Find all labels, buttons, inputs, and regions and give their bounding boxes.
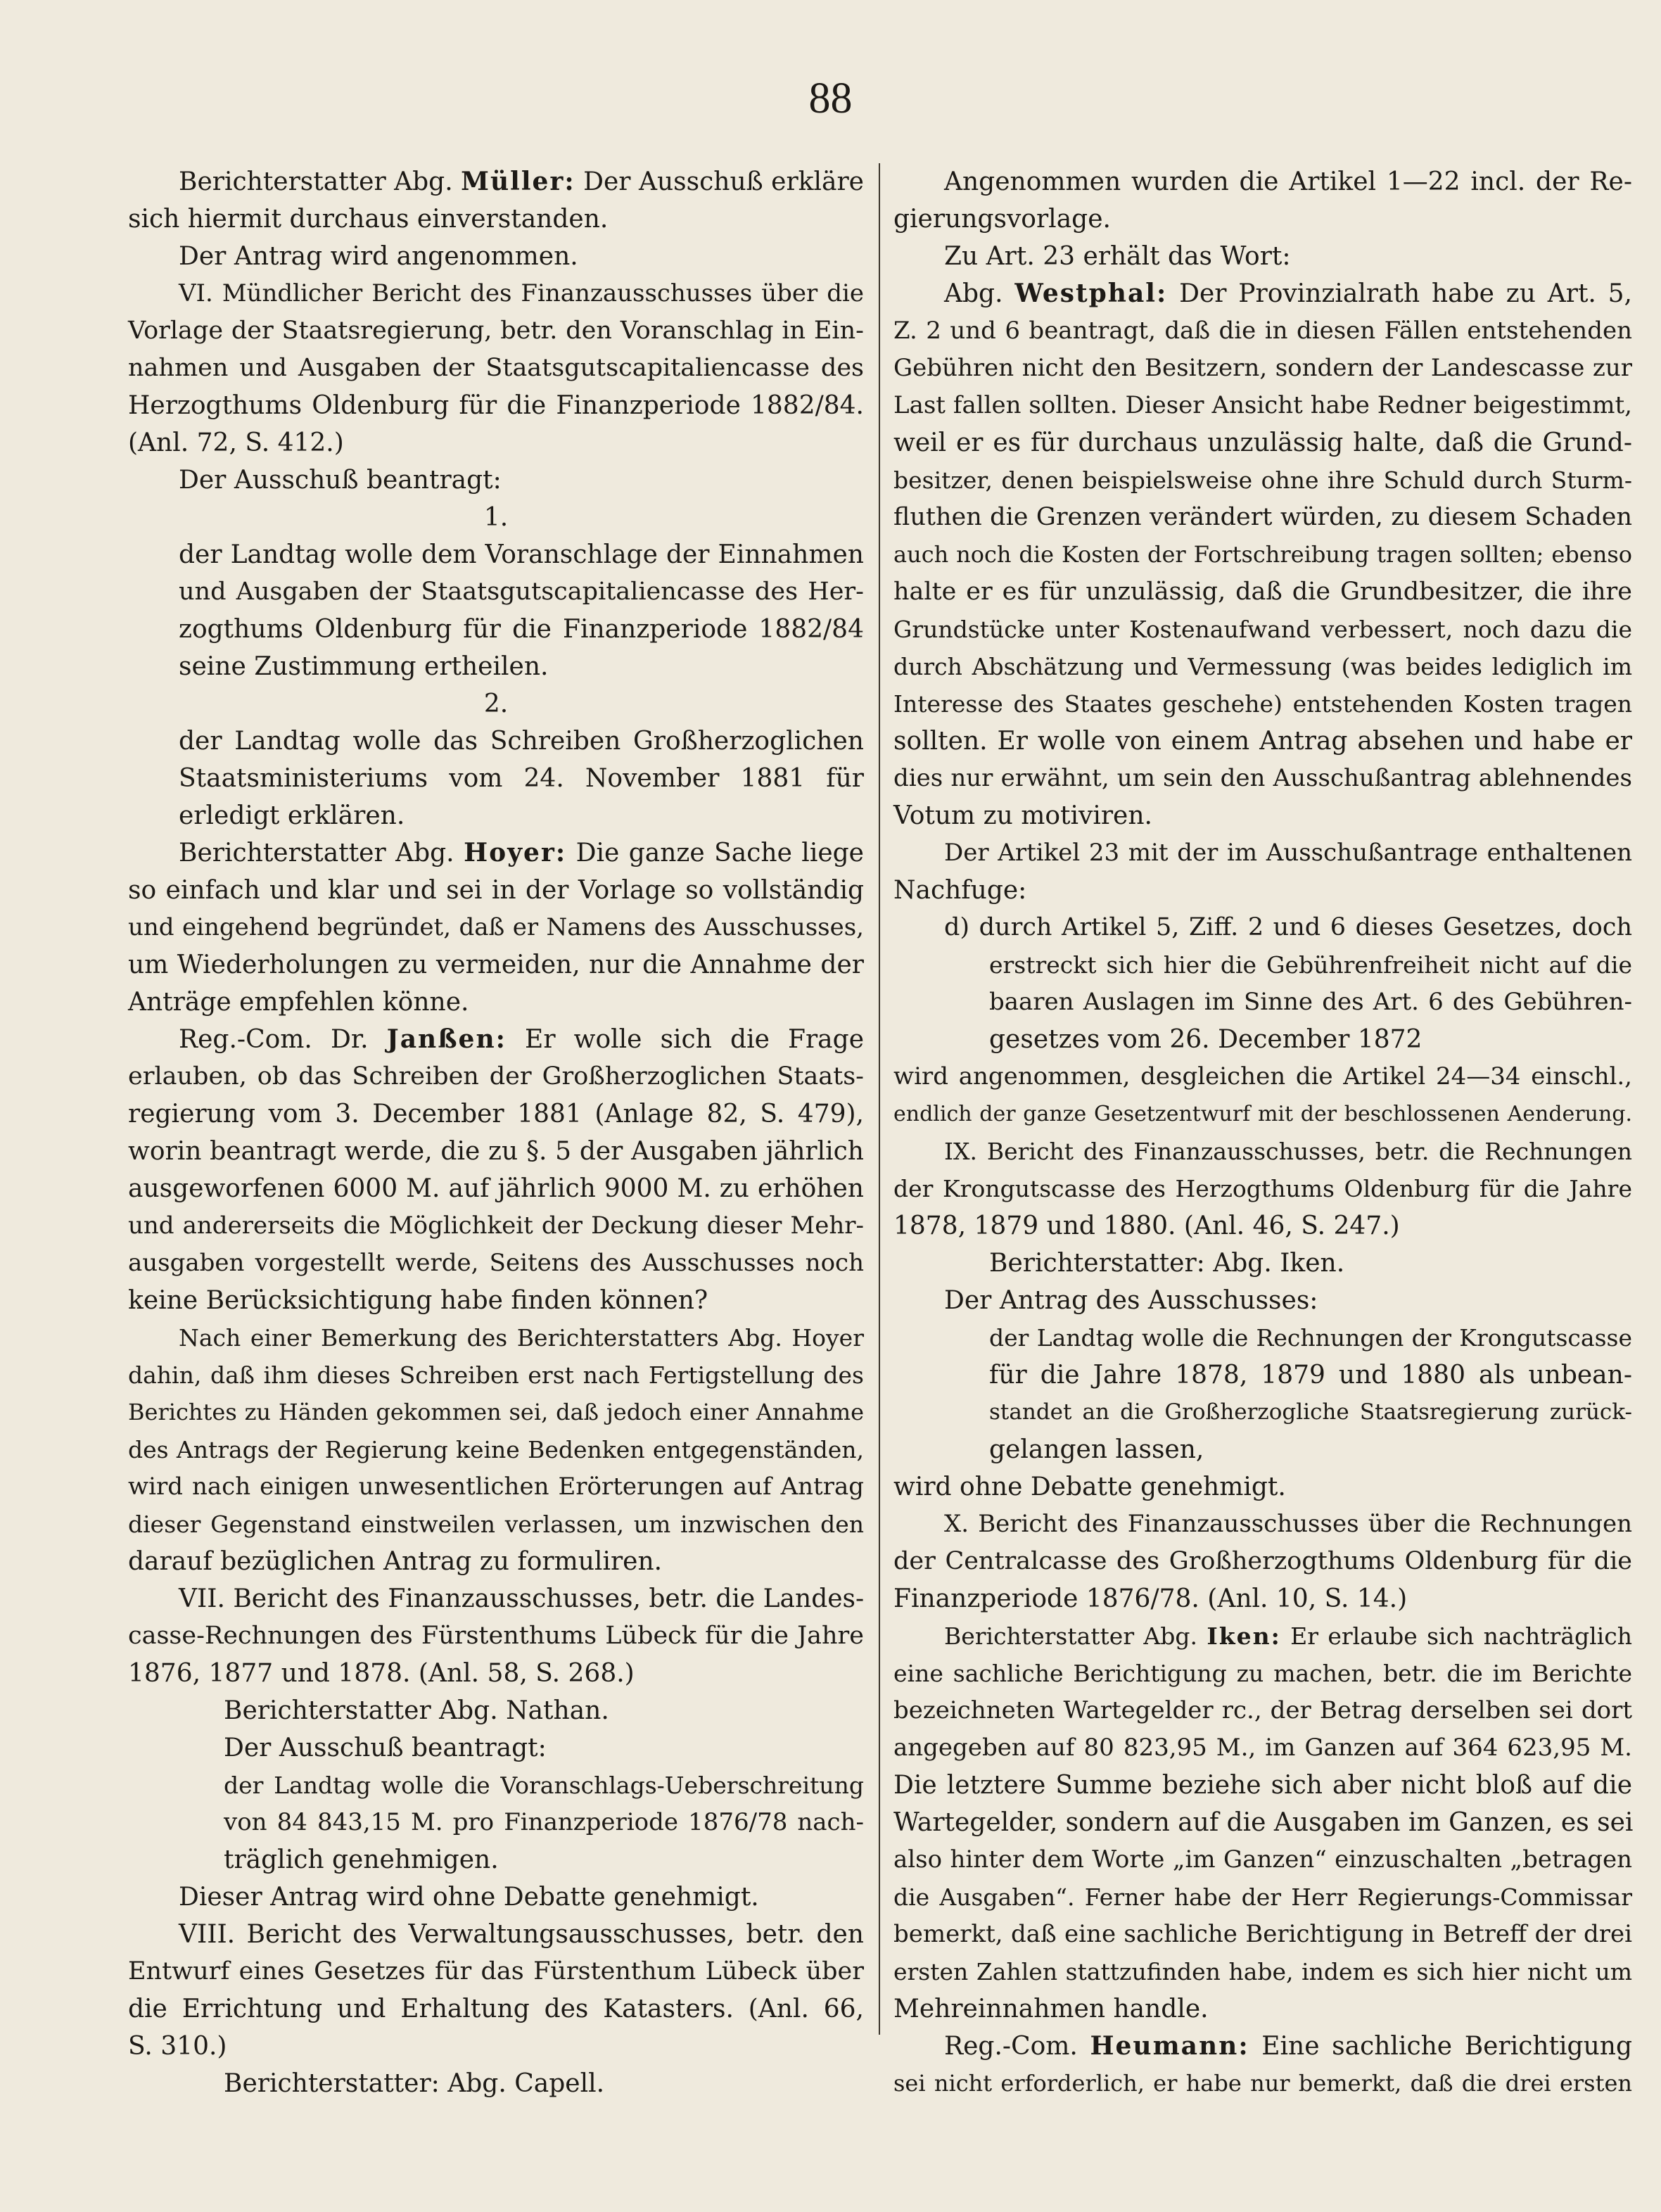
text-line (893, 1506, 1632, 1543)
text-line (893, 1543, 1632, 1580)
text-line (893, 163, 1632, 201)
text-run: gierungsvorlage. (893, 205, 1111, 234)
text-line (893, 1170, 1632, 1207)
text-run: Die ganze Sache liege (566, 839, 864, 867)
text-line (893, 350, 1632, 387)
text-line (128, 909, 864, 946)
text-line (893, 2028, 1632, 2065)
text-line (128, 462, 864, 499)
text-run: von 84 843,15 M. pro Finanzperiode 1876/78 nach- (224, 1808, 864, 1836)
text-line (893, 1133, 1632, 1170)
text-run: Berichterstatter: Abg. Iken. (989, 1249, 1345, 1278)
text-line (893, 909, 1632, 946)
text-line (128, 760, 864, 797)
text-line (893, 1655, 1632, 1692)
text-line (128, 1021, 864, 1058)
text-line (128, 1543, 864, 1580)
text-line (128, 1655, 864, 1692)
left-column (128, 163, 864, 2102)
text-line (893, 611, 1632, 648)
text-run: Er wolle sich die Frage (506, 1025, 864, 1054)
text-run: durch Abschätzung und Vermessung (was beides lediglich im (893, 653, 1632, 680)
text-run: dahin, daß ihm dieses Schreiben erst nach Fertigstellung des (128, 1361, 864, 1389)
text-run: Eine sachliche Berichtigung (1249, 2032, 1632, 2061)
text-run: Reg.-Com. (944, 2032, 1090, 2061)
text-line (128, 1729, 864, 1767)
text-run: Reg.-Com. Dr. (179, 1025, 387, 1054)
text-run: erlauben, ob das Schreiben der Großherzoglichen Staats- (128, 1062, 864, 1091)
text-run: endlich der ganze Gesetzentwurf mit der beschlossenen Aenderung. (893, 1102, 1632, 1126)
text-run: Zu Art. 23 erhält das Wort: (944, 242, 1291, 271)
right-column (893, 163, 1632, 2102)
text-run: IX. Bericht des Finanzausschusses, betr. die Rechnungen (944, 1138, 1632, 1165)
text-line (893, 1692, 1632, 1729)
text-line (128, 797, 864, 834)
text-run: Z. 2 und 6 beantragt, daß die in diesen Fällen entstehenden (893, 317, 1632, 345)
text-run: fluthen die Grenzen verändert würden, zu diesem Schaden (893, 503, 1632, 531)
text-line (128, 536, 864, 573)
text-line (128, 1804, 864, 1841)
text-line (128, 1207, 864, 1245)
text-run: nahmen und Ausgaben der Staatsgutscapitaliencasse des (128, 354, 864, 382)
text-line (128, 1170, 864, 1207)
text-run: (Anl. 72, S. 412.) (128, 428, 344, 457)
text-line (893, 1767, 1632, 1804)
text-line (893, 1431, 1632, 1468)
text-line (128, 1617, 864, 1655)
text-run: Der Ausschuß erkläre (575, 167, 864, 196)
text-line (128, 1692, 864, 1729)
text-line (128, 2028, 864, 2065)
text-line (893, 1394, 1632, 1431)
text-run: halte er es für unzulässig, daß die Grundbesitzer, die ihre (893, 578, 1632, 606)
text-run: Wartegelder, sondern auf die Ausgaben im Ganzen, es sei (893, 1808, 1634, 1837)
text-line (128, 834, 864, 872)
column-divider (879, 163, 880, 2035)
text-run: Dieser Antrag wird ohne Debatte genehmigt. (179, 1883, 759, 1912)
text-run: 1876, 1877 und 1878. (Anl. 58, S. 268.) (128, 1659, 635, 1688)
text-run: besitzer, denen beispielsweise ohne ihre Schuld durch Sturm- (893, 466, 1632, 494)
text-run: und andererseits die Möglichkeit der Deckung dieser Mehr- (128, 1212, 864, 1240)
text-line (893, 872, 1632, 909)
text-line (893, 1729, 1632, 1767)
text-line (893, 1245, 1632, 1282)
text-run: auch noch die Kosten der Fortschreibung tragen sollten; ebenso (893, 541, 1632, 568)
text-run: träglich genehmigen. (224, 1845, 499, 1874)
text-line (893, 536, 1632, 573)
text-run: der Landtag wolle dem Voranschlage der Einnahmen (179, 540, 864, 569)
text-run: Der Antrag des Ausschusses: (944, 1286, 1318, 1315)
text-line (128, 946, 864, 984)
text-line (128, 1319, 864, 1356)
text-line (128, 611, 864, 648)
text-line (893, 1841, 1632, 1879)
text-run: bemerkt, daß eine sachliche Berichtigung in Betreff der drei (893, 1920, 1632, 1948)
text-line (893, 1095, 1632, 1133)
speaker-name: Janßen: (386, 1024, 507, 1054)
text-run: Berichterstatter Abg. (179, 839, 464, 867)
text-line (893, 1468, 1632, 1506)
text-run: der Centralcasse des Großherzogthums Oldenburg für die (893, 1547, 1632, 1575)
text-line (893, 946, 1632, 984)
text-run: Staatsministeriums vom 24. November 1881 für (179, 764, 864, 793)
text-run: 1878, 1879 und 1880. (Anl. 46, S. 247.) (893, 1212, 1400, 1240)
text-run: Abg. (944, 279, 1015, 308)
text-line (128, 872, 864, 909)
text-run: 1. (483, 503, 509, 532)
text-line (128, 573, 864, 611)
text-line (893, 797, 1632, 834)
text-run: dies nur erwähnt, um sein den Ausschußantrag ablehnendes (893, 764, 1632, 792)
text-run: regierung vom 3. December 1881 (Anlage 82, S. 479), (128, 1100, 864, 1129)
text-run: Berichterstatter Abg. (944, 1622, 1207, 1650)
text-line (128, 275, 864, 312)
text-line (893, 1617, 1632, 1655)
text-line (893, 1319, 1632, 1356)
text-run: d) durch Artikel 5, Ziff. 2 und 6 dieses Gesetzes, doch (944, 913, 1632, 941)
text-run: der Landtag wolle die Voranschlags-Ueberschreitung (224, 1772, 864, 1799)
speaker-name: Iken: (1207, 1622, 1281, 1650)
text-run: der Landtag wolle das Schreiben Großherzoglichen (179, 727, 864, 756)
page-number: 88 (808, 75, 853, 122)
text-line (128, 1282, 864, 1319)
text-line (128, 1767, 864, 1804)
text-run: so einfach und klar und sei in der Vorlage so vollständig (128, 876, 864, 905)
text-line (128, 984, 864, 1021)
text-run: Er erlaube sich nachträglich (1280, 1622, 1632, 1650)
text-run: Votum zu motiviren. (893, 801, 1152, 830)
text-run: VI. Mündlicher Bericht des Finanzausschusses über die (179, 279, 864, 307)
text-line (128, 1058, 864, 1095)
text-line (128, 2065, 864, 2102)
text-run: X. Bericht des Finanzausschusses über die Rechnungen (944, 1510, 1632, 1538)
text-run: und Ausgaben der Staatsgutscapitaliencasse des Her- (179, 578, 864, 606)
text-line (893, 1356, 1632, 1394)
text-line (893, 1021, 1632, 1058)
speaker-name: Hoyer: (464, 838, 567, 867)
text-run: sollten. Er wolle von einem Antrag absehen und habe er (893, 727, 1632, 756)
text-line (893, 312, 1632, 350)
text-run: dieser Gegenstand einstweilen verlassen, um inzwischen den (128, 1511, 864, 1538)
text-line (128, 387, 864, 424)
text-run: wird nach einigen unwesentlichen Erörterungen auf Antrag (128, 1473, 864, 1501)
text-run: zogthums Oldenburg für die Finanzperiode 1882/84 (179, 615, 864, 644)
text-run: des Antrags der Regierung keine Bedenken entgegenständen, (128, 1436, 864, 1463)
text-line (893, 1804, 1632, 1841)
text-run: Entwurf eines Gesetzes für das Fürstenthum Lübeck über (128, 1957, 864, 1985)
text-run: ausgaben vorgestellt werde, Seitens des Ausschusses noch (128, 1249, 864, 1277)
text-run: Die letztere Summe beziehe sich aber nicht bloß auf die (893, 1771, 1632, 1800)
text-run: wird ohne Debatte genehmigt. (893, 1473, 1286, 1501)
text-run: Gebühren nicht den Besitzern, sondern der Landescasse zur (893, 354, 1632, 382)
text-run: darauf bezüglichen Antrag zu formuliren. (128, 1547, 663, 1576)
text-line (128, 163, 864, 201)
text-run: VII. Bericht des Finanzausschusses, betr. die Landes- (179, 1584, 865, 1613)
text-run: um Wiederholungen zu vermeiden, nur die Annahme der (128, 951, 864, 979)
text-line (893, 984, 1632, 1021)
text-line (128, 1133, 864, 1170)
text-line (893, 2065, 1632, 2102)
text-line (893, 1580, 1632, 1617)
text-run: und eingehend begründet, daß er Namens des Ausschusses, (128, 913, 864, 941)
text-line (893, 1282, 1632, 1319)
text-line (128, 1506, 864, 1543)
text-line (128, 1245, 864, 1282)
text-run: Der Antrag wird angenommen. (179, 242, 578, 271)
text-run: Mehreinnahmen handle. (893, 1995, 1209, 2023)
text-run: Berichtes zu Händen gekommen sei, daß jedoch einer Annahme (128, 1399, 864, 1425)
text-run: baaren Auslagen im Sinne des Art. 6 des Gebühren- (989, 988, 1632, 1016)
text-line (893, 387, 1632, 424)
text-run: gesetzes vom 26. December 1872 (989, 1025, 1423, 1054)
text-line (128, 723, 864, 760)
text-line (893, 1916, 1632, 1953)
text-line (893, 201, 1632, 238)
text-run: Berichterstatter Abg. (179, 167, 462, 196)
text-run: standet an die Großherzogliche Staatsregierung zurück- (989, 1399, 1632, 1425)
text-line (128, 350, 864, 387)
text-line (893, 1879, 1632, 1916)
text-line (893, 573, 1632, 611)
text-line (893, 424, 1632, 462)
text-run: Der Ausschuß beantragt: (224, 1734, 547, 1762)
text-line (128, 1356, 864, 1394)
text-line (128, 312, 864, 350)
text-run: ersten Zahlen stattzufinden habe, indem es sich hier nicht um (893, 1958, 1632, 1985)
text-line (128, 1580, 864, 1617)
text-run: der Krongutscasse des Herzogthums Oldenburg für die Jahre (893, 1175, 1632, 1202)
text-run: worin beantragt werde, die zu §. 5 der Ausgaben jährlich (128, 1137, 864, 1166)
text-run: Der Ausschuß beantragt: (179, 466, 502, 495)
speaker-name: Westphal: (1014, 279, 1168, 308)
text-line (893, 723, 1632, 760)
text-run: Angenommen wurden die Artikel 1—22 incl. der Re- (944, 167, 1632, 196)
text-line (128, 201, 864, 238)
text-line (893, 834, 1632, 872)
text-run: gelangen lassen, (989, 1435, 1204, 1464)
text-line (128, 1468, 864, 1506)
text-line (128, 1095, 864, 1133)
text-run: Finanzperiode 1876/78. (Anl. 10, S. 14.) (893, 1584, 1408, 1613)
text-run: casse-Rechnungen des Fürstenthums Lübeck für die Jahre (128, 1622, 864, 1650)
text-line (893, 499, 1632, 536)
text-line (128, 238, 864, 275)
text-run: sich hiermit durchaus einverstanden. (128, 205, 609, 234)
text-line (893, 648, 1632, 685)
text-run: Der Provinzialrath habe zu Art. 5, (1167, 279, 1633, 308)
text-run: Last fallen sollten. Dieser Ansicht habe Redner beigestimmt, (893, 391, 1632, 419)
text-run: keine Berücksichtigung habe finden können? (128, 1286, 708, 1315)
text-run: erledigt erklären. (179, 801, 405, 830)
text-line (128, 685, 864, 723)
text-line (893, 1953, 1632, 1990)
text-run: eine sachliche Berichtigung zu machen, betr. die im Berichte (893, 1660, 1632, 1687)
text-line (893, 462, 1632, 499)
text-run: die Ausgaben“. Ferner habe der Herr Regierungs-Commissar (893, 1883, 1632, 1911)
text-line (128, 1953, 864, 1990)
text-run: VIII. Bericht des Verwaltungsausschusses, betr. den (179, 1920, 864, 1949)
text-run: wird angenommen, desgleichen die Artikel 24—34 einschl., (893, 1062, 1632, 1091)
text-line (128, 499, 864, 536)
text-run: für die Jahre 1878, 1879 und 1880 als unbean- (989, 1361, 1632, 1390)
text-line (128, 1916, 864, 1953)
text-line (893, 760, 1632, 797)
text-line (893, 1058, 1632, 1095)
text-run: Interesse des Staates geschehe) entstehenden Kosten tragen (893, 690, 1632, 718)
text-run: Der Artikel 23 mit der im Ausschußantrage enthaltenen (944, 839, 1632, 867)
text-run: weil er es für durchaus unzulässig halte, daß die Grund- (893, 428, 1632, 457)
text-run: seine Zustimmung ertheilen. (179, 652, 549, 681)
text-run: Nach einer Bemerkung des Berichterstatters Abg. Hoyer (179, 1324, 864, 1352)
text-run: Herzogthums Oldenburg für die Finanzperiode 1882/84. (128, 391, 864, 420)
text-line (128, 1394, 864, 1431)
text-run: Berichterstatter Abg. Nathan. (224, 1696, 609, 1725)
text-line (128, 424, 864, 462)
text-run: ausgeworfenen 6000 M. auf jährlich 9000 M. zu erhöhen (128, 1174, 864, 1203)
text-line (893, 275, 1632, 312)
text-line (128, 1431, 864, 1468)
speaker-name: Müller: (461, 167, 575, 196)
text-run: der Landtag wolle die Rechnungen der Krongutscasse (989, 1324, 1632, 1352)
text-run: Anträge empfehlen könne. (128, 988, 469, 1017)
text-run: S. 310.) (128, 2032, 227, 2061)
text-line (128, 648, 864, 685)
text-run: angegeben auf 80 823,95 M., im Ganzen auf 364 623,95 M. (893, 1734, 1632, 1762)
text-line (893, 1990, 1632, 2028)
text-run: Nachfuge: (893, 876, 1027, 905)
text-line (128, 1879, 864, 1916)
text-line (893, 238, 1632, 275)
text-line (893, 685, 1632, 723)
text-run: Berichterstatter: Abg. Capell. (224, 2069, 605, 2098)
text-run: Vorlage der Staatsregierung, betr. den Voranschlag in Ein- (128, 317, 864, 345)
speaker-name: Heumann: (1090, 2031, 1249, 2061)
text-line (128, 1990, 864, 2028)
text-run: sei nicht erforderlich, er habe nur bemerkt, daß die drei ersten (893, 2070, 1632, 2097)
text-line (893, 1207, 1632, 1245)
text-run: die Errichtung und Erhaltung des Katasters. (Anl. 66, (128, 1995, 864, 2023)
text-run: bezeichneten Wartegelder rc., der Betrag derselben sei dort (893, 1696, 1632, 1724)
text-run: Grundstücke unter Kostenaufwand verbessert, noch dazu die (893, 616, 1632, 643)
text-line (128, 1841, 864, 1879)
text-run: 2. (483, 689, 509, 718)
text-run: also hinter dem Worte „im Ganzen“ einzuschalten „betragen (893, 1845, 1632, 1874)
text-run: erstreckt sich hier die Gebührenfreiheit nicht auf die (989, 951, 1632, 979)
